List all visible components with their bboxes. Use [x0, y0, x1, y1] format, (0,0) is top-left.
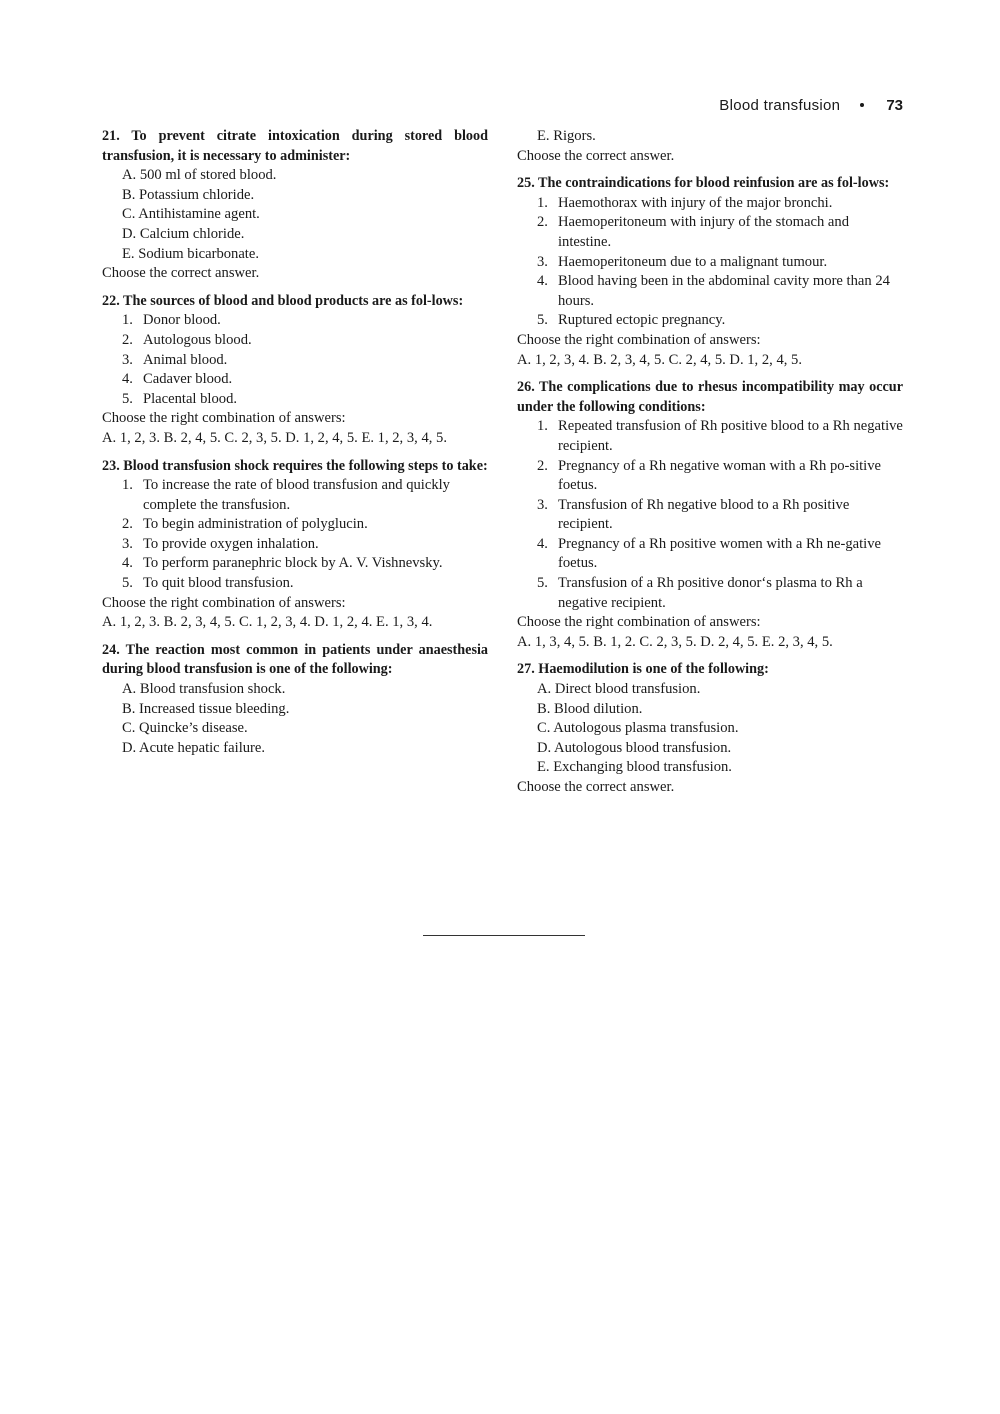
answer-option: B. Potassium chloride. — [122, 186, 255, 203]
item-number: 4. — [537, 273, 548, 290]
numbered-item — [102, 554, 488, 574]
question-stem: 26. The complications due to rhesus incompatibility may occur under the following conditions: — [517, 379, 903, 415]
item-number: 2. — [122, 516, 133, 533]
answer-combinations: A. 1, 2, 3, 4. B. 2, 3, 4, 5. C. 2, 4, 5. D. 1, 2, 4, 5. — [517, 351, 802, 368]
question-27 — [517, 660, 903, 797]
answer-option: D. Acute hepatic failure. — [122, 739, 266, 756]
answer-option: C. Antihistamine agent. — [122, 206, 260, 223]
answer-option: D. Calcium chloride. — [122, 225, 245, 242]
item-number: 2. — [537, 457, 548, 474]
answer-option: B. Increased tissue bleeding. — [122, 700, 290, 717]
answer-option: D. Autologous blood transfusion. — [537, 739, 732, 756]
item-text: Placental blood. — [143, 390, 238, 407]
question-25 — [517, 174, 903, 370]
numbered-item — [517, 417, 903, 456]
item-text: Repeated transfusion of Rh positive blood to a Rh negative recipient. — [558, 418, 903, 454]
question-stem: 21. To prevent citrate intoxication during stored blood transfusion, it is necessary to administer: — [102, 128, 488, 164]
question-21 — [102, 127, 488, 284]
answer-option: A. 500 ml of stored blood. — [122, 167, 277, 184]
numbered-item — [102, 370, 488, 390]
answer-option: C. Autologous plasma transfusion. — [537, 720, 739, 737]
question-23 — [102, 457, 488, 633]
question-stem: 27. Haemodilution is one of the following: — [517, 661, 769, 678]
item-text: To provide oxygen inhalation. — [143, 535, 319, 552]
item-number: 1. — [537, 194, 548, 211]
item-number: 5. — [122, 575, 133, 592]
numbered-item — [102, 351, 488, 371]
question-stem: 23. Blood transfusion shock requires the following steps to take: — [102, 457, 488, 474]
item-text: Cadaver blood. — [143, 371, 233, 388]
question-instruction: Choose the right combination of answers: — [517, 614, 761, 631]
numbered-item — [102, 311, 488, 331]
item-number: 1. — [537, 418, 548, 435]
numbered-item — [517, 213, 903, 252]
bullet-separator-icon — [860, 103, 864, 107]
item-text: Transfusion of a Rh positive donor‘s plasma to Rh a negative recipient. — [558, 575, 863, 611]
item-number: 4. — [537, 535, 548, 552]
numbered-item — [517, 457, 903, 496]
item-number: 3. — [537, 496, 548, 513]
right-column — [517, 127, 903, 806]
item-number: 3. — [537, 253, 548, 270]
item-number: 1. — [122, 477, 133, 494]
question-instruction: Choose the right combination of answers: — [102, 410, 346, 427]
item-number: 5. — [122, 390, 133, 407]
answer-combinations: A. 1, 3, 4, 5. B. 1, 2. C. 2, 3, 5. D. 2, 4, 5. E. 2, 3, 4, 5. — [517, 633, 833, 650]
item-number: 4. — [122, 555, 133, 572]
question-instruction: Choose the right combination of answers: — [102, 594, 346, 611]
answer-combinations: A. 1, 2, 3. B. 2, 4, 5. C. 2, 3, 5. D. 1, 2, 4, 5. E. 1, 2, 3, 4, 5. — [102, 429, 447, 446]
item-text: Donor blood. — [143, 312, 221, 329]
numbered-item — [517, 194, 903, 214]
item-text: Blood having been in the abdominal cavity more than 24 hours. — [558, 273, 890, 309]
item-number: 3. — [122, 535, 133, 552]
numbered-item — [102, 331, 488, 351]
item-text: Haemothorax with injury of the major bronchi. — [558, 194, 833, 211]
answer-combinations: A. 1, 2, 3. B. 2, 3, 4, 5. C. 1, 2, 3, 4. D. 1, 2, 4. E. 1, 3, 4. — [102, 614, 433, 631]
answer-option: E. Rigors. — [537, 128, 596, 144]
numbered-item — [102, 535, 488, 555]
item-text: To quit blood transfusion. — [143, 575, 294, 592]
question-instruction: Choose the right combination of answers: — [517, 331, 761, 348]
question-stem: 22. The sources of blood and blood products are as fol-lows: — [102, 292, 464, 309]
left-column — [102, 127, 488, 766]
numbered-item — [517, 535, 903, 574]
numbered-item — [517, 311, 903, 331]
item-text: Animal blood. — [143, 351, 228, 368]
answer-option: B. Blood dilution. — [537, 700, 643, 717]
item-number: 3. — [122, 351, 133, 368]
question-instruction: Choose the correct answer. — [517, 779, 675, 795]
running-head-title: Blood transfusion — [719, 96, 841, 114]
answer-option: A. Blood transfusion shock. — [122, 681, 286, 698]
item-text: Autologous blood. — [143, 331, 252, 348]
item-text: Ruptured ectopic pregnancy. — [558, 312, 726, 329]
question-24 — [102, 641, 488, 759]
item-number: 2. — [122, 331, 133, 348]
question-22 — [102, 292, 488, 449]
answer-option: E. Exchanging blood transfusion. — [537, 759, 732, 776]
item-number: 5. — [537, 312, 548, 329]
numbered-item — [517, 272, 903, 311]
item-text: To increase the rate of blood transfusion and quickly complete the transfusion. — [143, 477, 450, 513]
item-text: Pregnancy of a Rh positive women with a Rh ne-gative foetus. — [558, 535, 882, 572]
question-instruction: Choose the correct answer. — [102, 265, 260, 282]
numbered-item — [102, 390, 488, 410]
question-instruction: Choose the correct answer. — [517, 147, 675, 164]
numbered-item — [102, 574, 488, 594]
page-number: 73 — [886, 96, 903, 114]
question-stem: 25. The contraindications for blood reinfusion are as fol-lows: — [517, 175, 890, 192]
item-text: Transfusion of Rh negative blood to a Rh positive recipient. — [558, 496, 850, 533]
numbered-item — [102, 515, 488, 535]
item-text: To perform paranephric block by A. V. Vishnevsky. — [143, 555, 443, 572]
answer-option: C. Quincke’s disease. — [122, 720, 248, 737]
answer-option: E. Sodium bicarbonate. — [122, 245, 259, 262]
item-text: To begin administration of polyglucin. — [143, 516, 368, 533]
question-stem: 24. The reaction most common in patients under anaesthesia during blood transfusion is one of the following: — [102, 641, 488, 678]
item-number: 4. — [122, 371, 133, 388]
item-text: Haemoperitoneum with injury of the stomach and intestine. — [558, 214, 849, 250]
item-text: Pregnancy of a Rh negative woman with a Rh po-sitive foetus. — [558, 457, 882, 494]
question-24-continued — [517, 127, 903, 166]
answer-option: A. Direct blood transfusion. — [537, 681, 701, 698]
numbered-item — [102, 476, 488, 515]
question-26 — [517, 378, 903, 652]
footnote-divider — [423, 935, 585, 936]
item-number: 5. — [537, 575, 548, 592]
item-text: Haemoperitoneum due to a malignant tumour. — [558, 253, 828, 270]
item-number: 2. — [537, 214, 548, 231]
item-number: 1. — [122, 312, 133, 329]
running-head — [719, 94, 903, 116]
numbered-item — [517, 574, 903, 613]
numbered-item — [517, 253, 903, 273]
numbered-item — [517, 496, 903, 535]
